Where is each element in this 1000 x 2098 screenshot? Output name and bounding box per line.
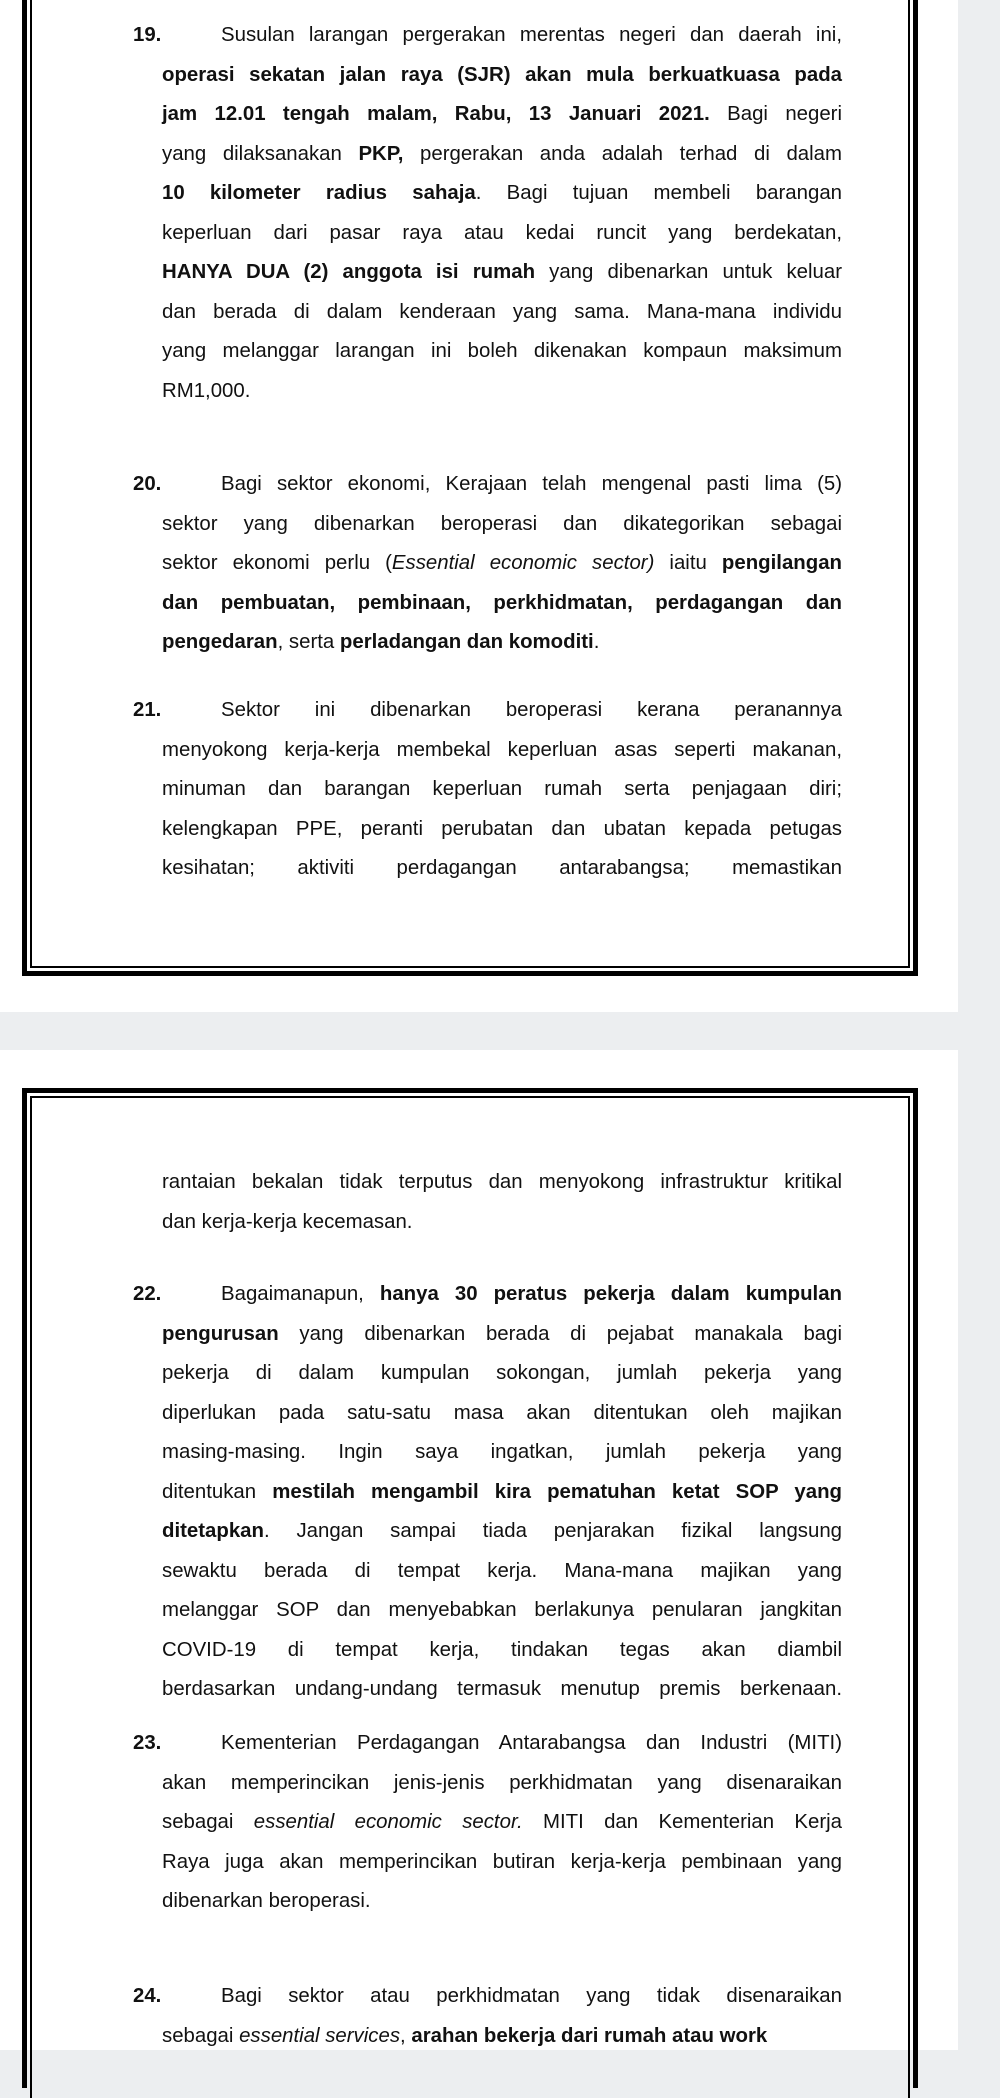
paragraph-21-continued xyxy=(162,1163,842,1242)
text-line: sebagai essential economic sector. MITI dan Kementerian Kerja xyxy=(162,1811,843,1833)
text-line: 10 kilometer radius sahaja. Bagi tujuan membeli barangan xyxy=(162,182,843,204)
text-line: pengedaran, serta perladangan dan komoditi. xyxy=(162,631,600,653)
paragraph-21 xyxy=(133,691,842,889)
text-line: yang dilaksanakan PKP, pergerakan anda adalah terhad di dalam xyxy=(162,142,843,165)
text-line: melanggar SOP dan menyebabkan berlakunya penularan jangkitan xyxy=(162,1599,842,1621)
document-page-2 xyxy=(0,1050,958,2050)
text-line: keperluan dari pasar raya atau kedai runcit yang berdekatan, xyxy=(162,221,842,244)
paragraph-number: 23. xyxy=(133,1732,162,1754)
text-line: Bagi sektor ekonomi, Kerajaan telah mengenal pasti lima (5) xyxy=(221,473,842,495)
text-line: ditentukan mestilah mengambil kira pematuhan ketat SOP yang xyxy=(162,1480,842,1503)
text-line: sewaktu berada di tempat kerja. Mana-mana majikan yang xyxy=(162,1559,842,1582)
text-line: Bagaimanapun, hanya 30 peratus pekerja dalam kumpulan xyxy=(221,1283,842,1305)
text-line: minuman dan barangan keperluan rumah serta penjagaan diri; xyxy=(162,778,842,800)
text-line: pengurusan yang dibenarkan berada di pejabat manakala bagi xyxy=(162,1322,842,1345)
text-line: Bagi sektor atau perkhidmatan yang tidak disenaraikan xyxy=(221,1985,842,2007)
text-line: sebagai essential services, arahan bekerja dari rumah atau work xyxy=(162,2024,768,2047)
paragraph-number: 19. xyxy=(133,24,162,46)
paragraph-19 xyxy=(133,16,843,411)
text-line: dan pembuatan, pembinaan, perkhidmatan, perdagangan dan xyxy=(162,591,842,614)
text-line: dan berada di dalam kenderaan yang sama. Mana-mana individu xyxy=(162,300,842,323)
text-line: menyokong kerja-kerja membekal keperluan asas seperti makanan, xyxy=(162,738,842,761)
text-line: Raya juga akan memperincikan butiran kerja-kerja pembinaan yang xyxy=(162,1850,842,1873)
paragraph-number: 20. xyxy=(133,473,162,495)
text-line: pekerja di dalam kumpulan sokongan, jumlah pekerja yang xyxy=(162,1362,842,1384)
text-line: sektor ekonomi perlu (Essential economic sector) iaitu pengilangan xyxy=(162,552,842,574)
text-line: masing-masing. Ingin saya ingatkan, jumlah pekerja yang xyxy=(162,1441,842,1463)
paragraph-number: 22. xyxy=(133,1283,162,1305)
text-line: yang melanggar larangan ini boleh dikenakan kompaun maksimum xyxy=(162,340,842,362)
text-line: HANYA DUA (2) anggota isi rumah yang dibenarkan untuk keluar xyxy=(162,261,842,283)
paragraph-24 xyxy=(133,1977,842,2056)
document-page-1 xyxy=(0,0,958,1012)
text-line: berdasarkan undang-undang termasuk menutup premis berkenaan. xyxy=(162,1678,842,1700)
text-line: Sektor ini dibenarkan beroperasi kerana peranannya xyxy=(221,699,842,721)
text-line: ditetapkan. Jangan sampai tiada penjarakan fizikal langsung xyxy=(162,1520,842,1542)
text-line: jam 12.01 tengah malam, Rabu, 13 Januari 2021. Bagi negeri xyxy=(162,103,843,125)
text-line: Kementerian Perdagangan Antarabangsa dan Industri (MITI) xyxy=(221,1732,842,1754)
text-line: operasi sekatan jalan raya (SJR) akan mula berkuatkuasa pada xyxy=(162,63,842,86)
text-line: diperlukan pada satu-satu masa akan ditentukan oleh majikan xyxy=(162,1401,842,1424)
paragraph-23 xyxy=(133,1724,843,1922)
text-line: COVID-19 di tempat kerja, tindakan tegas akan diambil xyxy=(162,1638,842,1661)
text-line: kesihatan; aktiviti perdagangan antarabangsa; memastikan xyxy=(162,857,842,879)
paragraph-number: 21. xyxy=(133,699,162,721)
text-line: akan memperincikan jenis-jenis perkhidmatan yang disenaraikan xyxy=(162,1771,842,1794)
text-line: dan kerja-kerja kecemasan. xyxy=(162,1210,413,1233)
paragraph-20 xyxy=(133,465,842,663)
text-line: rantaian bekalan tidak terputus dan menyokong infrastruktur kritikal xyxy=(162,1171,842,1193)
text-line: dibenarkan beroperasi. xyxy=(162,1890,371,1912)
paragraph-22 xyxy=(133,1275,842,1710)
text-line: kelengkapan PPE, peranti perubatan dan ubatan kepada petugas xyxy=(162,817,842,840)
text-line: sektor yang dibenarkan beroperasi dan dikategorikan sebagai xyxy=(162,512,842,535)
text-line: RM1,000. xyxy=(162,379,251,402)
paragraph-number: 24. xyxy=(133,1985,162,2007)
text-line: Susulan larangan pergerakan merentas negeri dan daerah ini, xyxy=(221,24,842,46)
